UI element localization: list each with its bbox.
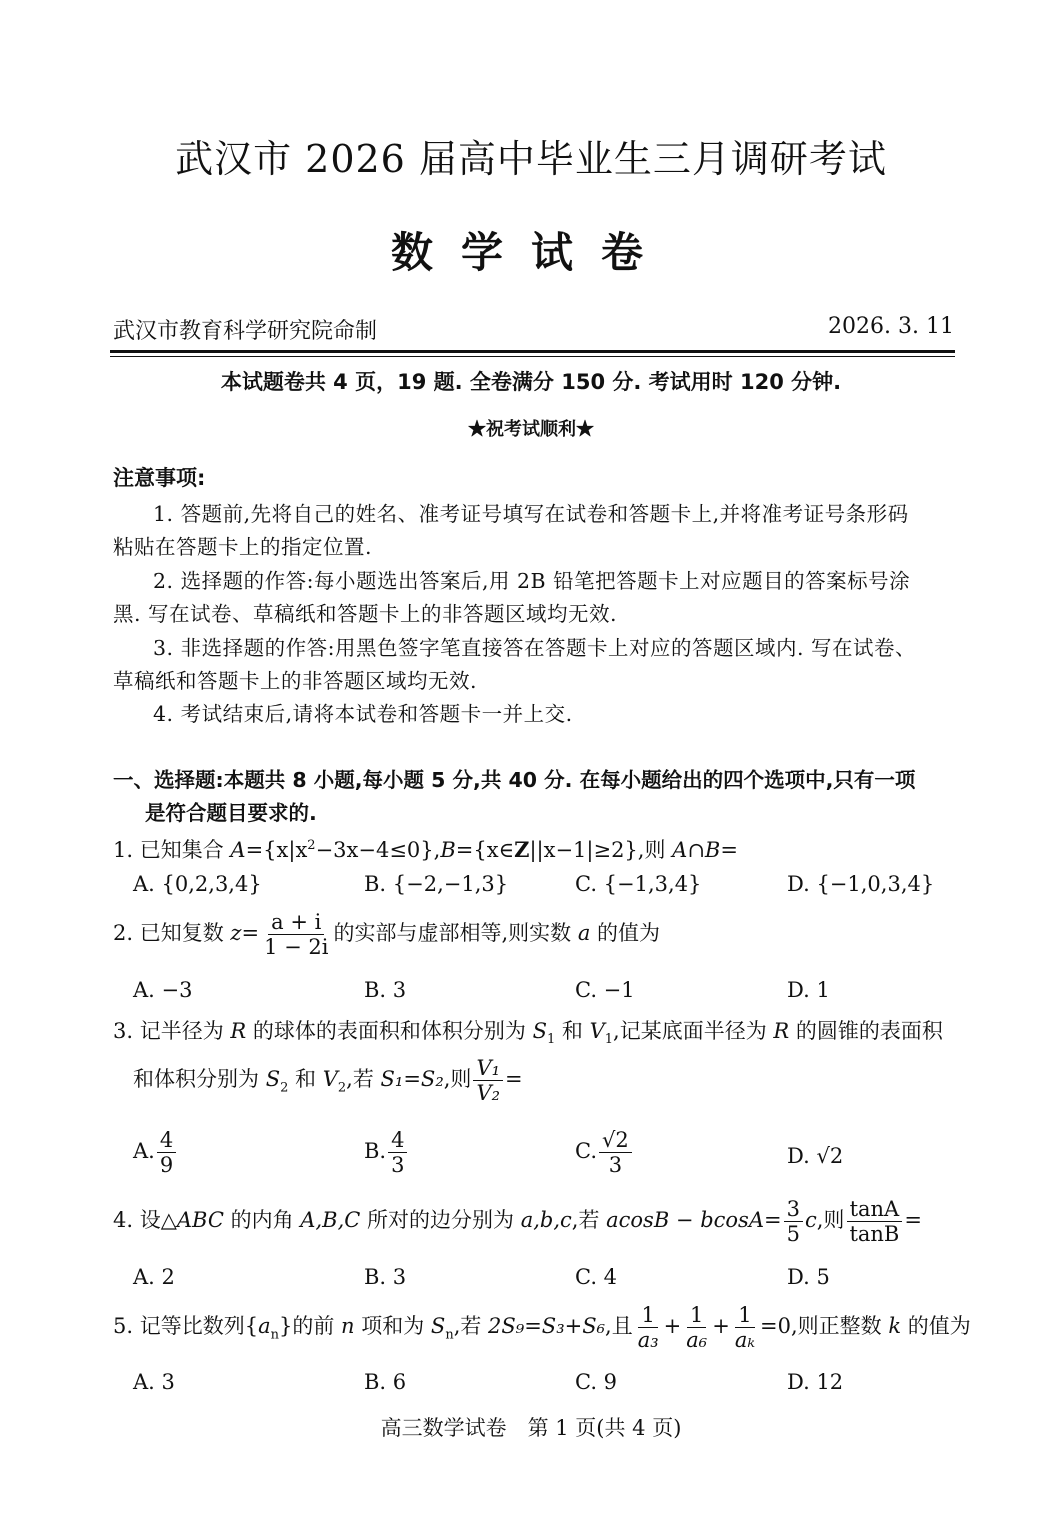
- notice-line: 1. 答题前,先将自己的姓名、准考证号填写在试卷和答题卡上,并将准考证号条形码: [153, 502, 909, 526]
- q3-fraction: $\frac{\text{V₁}}{\text{V₂}}$: [473, 1056, 503, 1105]
- q5-option-c: C. 9: [575, 1370, 618, 1394]
- q4-option-c: C. 4: [575, 1265, 618, 1289]
- issuer: 武汉市教育科学研究院命制: [113, 319, 378, 344]
- page-footer: 高三数学试卷 第 1 页(共 4 页): [380, 1416, 682, 1440]
- exam-date: 2026. 3. 11: [828, 314, 954, 339]
- exam-info: 本试题卷共 4 页，19 题. 全卷满分 150 分. 考试用时 120 分钟.: [220, 370, 842, 394]
- q4-option-d: D. 5: [787, 1265, 830, 1289]
- q3-option-c: C. $\frac{√2}{3}$: [575, 1128, 634, 1177]
- notice-line: 3. 非选择题的作答:用黑色签字笔直接答在答题卡上对应的答题区域内. 写在试卷、: [153, 636, 917, 660]
- q1-option-b: B. {−2,−1,3}: [364, 872, 509, 896]
- exam-subtitle: 数学试卷: [390, 228, 671, 277]
- question-3: 3. 记半径为 R 的球体的表面积和体积分别为 $S_1$ 和 $V_1$,记某底面半径为 R 的圆锥的表面积: [113, 1019, 943, 1048]
- exam-title: 武汉市 2026 届高中毕业生三月调研考试: [175, 137, 887, 181]
- question-1: 1. 已知集合 $A=\{x|x^2-3x-4\le 0\},B=\{x\in Z||x-1|\ge 2\}$,则 A∩B=: [113, 837, 738, 862]
- q2-option-d: D. 1: [787, 978, 830, 1002]
- question-5: 5. 记等比数列$\{a_n\}$的前 n 项和为 $S_n$,若 2S₉=S₃+S₆,且 $\frac{1}{\text{a₃}}$ + $\frac{1}{\text{a₆}}$ + $\frac{1}{\text{aₖ}}$ =0,则正整数 k 的值为: [113, 1303, 971, 1353]
- q4-option-b: B. 3: [364, 1265, 407, 1289]
- q2-option-a: A. −3: [133, 978, 193, 1002]
- section-heading-cont: 是符合题目要求的.: [145, 801, 317, 825]
- notice-line: 2. 选择题的作答:每小题选出答案后,用 2B 铅笔把答题卡上对应题目的答案标号涂: [153, 569, 911, 593]
- q1-option-a: A. {0,2,3,4}: [133, 872, 262, 896]
- notice-line: 粘贴在答题卡上的指定位置.: [113, 535, 373, 559]
- q1-option-c: C. {−1,3,4}: [575, 872, 702, 896]
- section-heading: 一、选择题:本题共 8 小题,每小题 5 分,共 40 分. 在每小题给出的四个选项中,只有一项: [113, 768, 916, 792]
- header-rule-thin: [110, 356, 955, 357]
- notice-line: 4. 考试结束后,请将本试卷和答题卡一并上交.: [153, 702, 573, 726]
- question-2: 2. 已知复数 z= $\frac{a + i}{1 - 2i}$ 的实部与虚部相等,则实数 a 的值为: [113, 910, 661, 960]
- q2-option-c: C. −1: [575, 978, 635, 1002]
- q3-option-d: D. √2: [787, 1144, 844, 1168]
- q2-fraction: $\frac{a + i}{1 - 2i}$: [264, 910, 329, 960]
- question-3-cont: 和体积分别为 $S_2$ 和 $V_2$,若 S₁=S₂,则 $\frac{\text{V₁}}{\text{V₂}}$ =: [133, 1056, 523, 1106]
- header-rule-thick: [110, 350, 955, 353]
- q4-tan-fraction: $\frac{\tan A}{\tan B}$: [846, 1197, 902, 1246]
- q5-option-d: D. 12: [787, 1370, 844, 1394]
- q5-option-b: B. 6: [364, 1370, 407, 1394]
- q3-option-a: A. $\frac{4}{9}$: [133, 1128, 178, 1177]
- q5-option-a: A. 3: [133, 1370, 175, 1394]
- good-luck: ★祝考试顺利★: [468, 419, 594, 440]
- q2-option-b: B. 3: [364, 978, 407, 1002]
- q4-fraction: $\frac{3}{5}$: [784, 1197, 803, 1246]
- q3-option-b: B. $\frac{4}{3}$: [364, 1128, 409, 1177]
- q4-option-a: A. 2: [133, 1265, 175, 1289]
- question-4: 4. 设△ABC 的内角 A,B,C 所对的边分别为 a,b,c,若 acosB − bcosA= $\frac{3}{5}$ c,则 $\frac{\tan A}{\tan B}$ =: [113, 1197, 922, 1247]
- notice-heading: 注意事项:: [113, 466, 206, 490]
- notice-line: 草稿纸和答题卡上的非答题区域均无效.: [113, 669, 478, 693]
- q1-option-d: D. {−1,0,3,4}: [787, 872, 935, 896]
- notice-line: 黑. 写在试卷、草稿纸和答题卡上的非答题区域均无效.: [113, 602, 618, 626]
